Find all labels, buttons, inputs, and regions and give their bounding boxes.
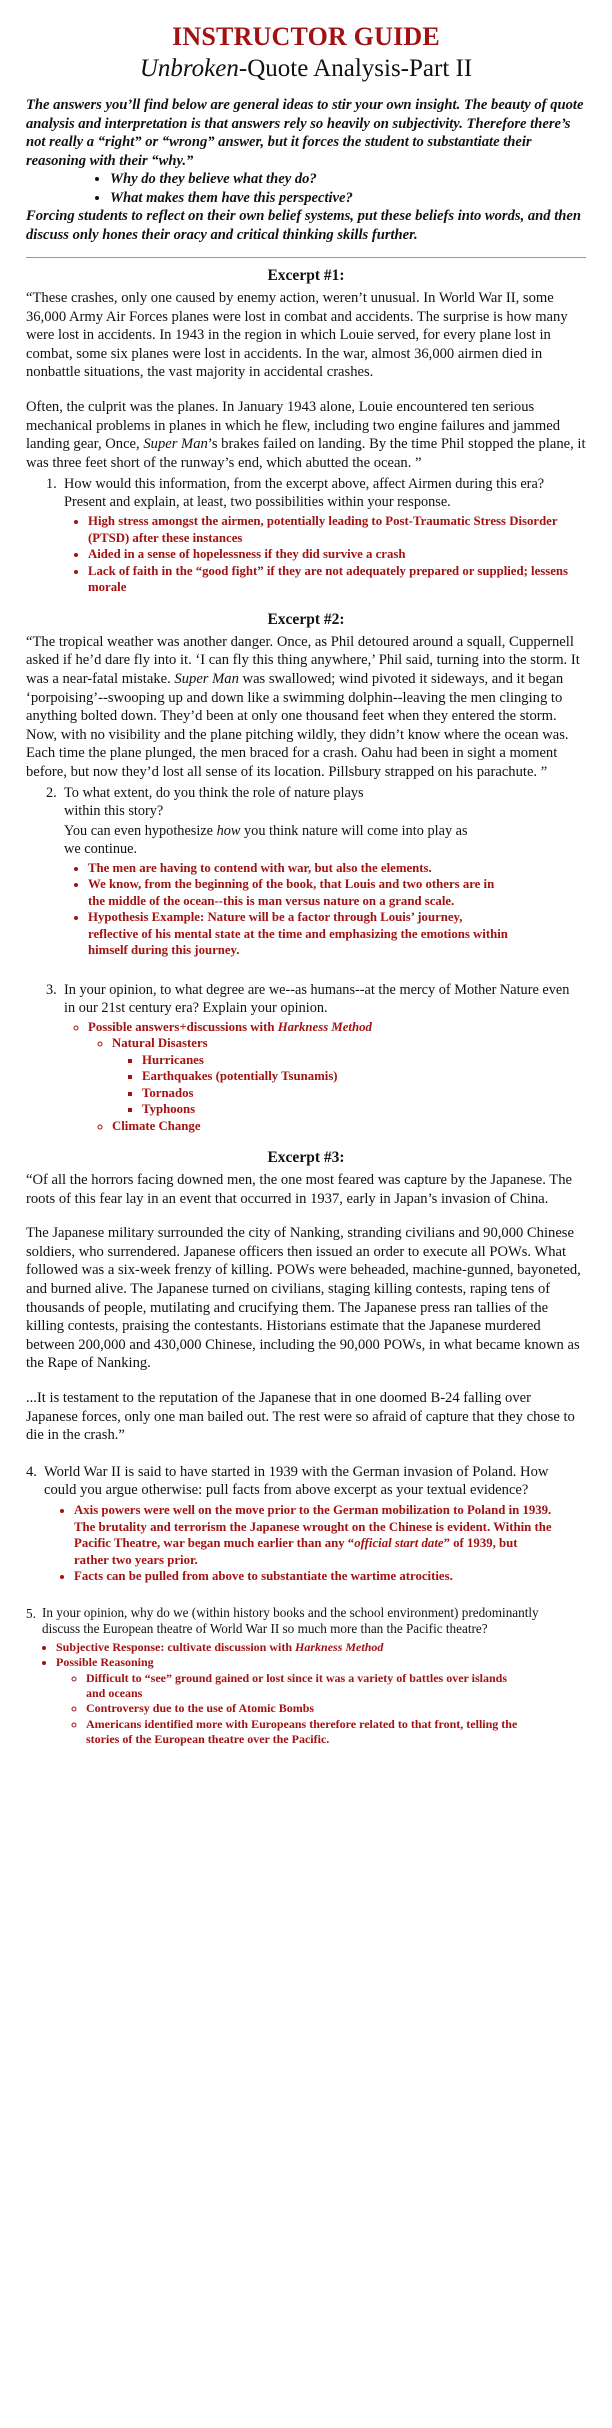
answer-item: • Aided in a sense of hopelessness if they did survive a crash [88,546,586,563]
question-2-answers [26,860,508,959]
question-1-text: How would this information, from the excerpt above, affect Airmen during this era? Present and explain, at least, two possibilities within your response. [64,476,545,511]
page-title: INSTRUCTOR GUIDE [172,22,440,51]
question-4: 4. World War II is said to have started in 1939 with the German invasion of Poland. How could you argue otherwise: pull facts from above excerpt as your textual evidence? [26,1463,586,1500]
excerpt-3-heading: Excerpt #3: [267,1149,345,1167]
reason-list [56,1671,526,1748]
question-3-answers [26,1019,586,1135]
reason-item: ◦ Difficult to “see” ground gained or lost since it was a variety of battles over islands and oceans [86,1671,526,1702]
question-3-text: In your opinion, to what degree are we--as humans--at the mercy of Mother Nature even in our 21st century era? Explain your opinion. [64,981,570,1016]
answer-item: ◦ Possible answers+discussions with Harkness Method ◦ Natural Disasters ▪ Hurricanes ▪ Earthquakes (potentially Tsunamis) ▪ Tornados ▪ Typhoons ◦ Climate Change [88,1019,586,1135]
excerpt-1-heading: Excerpt #1: [267,267,345,284]
question-4-text: World War II is said to have started in 1939 with the German invasion of Poland. How could you argue otherwise: pull facts from above excerpt as your textual evidence? [44,1463,549,1499]
excerpt-3-paragraph-1: “Of all the horrors facing downed men, the one most feared was capture by the Japanese. The roots of this fear lay in an event that occurred in 1937, early in Japan’s invasion of China. [26,1172,572,1207]
answer-subitem: ◦ Natural Disasters ▪ Hurricanes ▪ Earthquakes (potentially Tsunamis) ▪ Tornados ▪ Typhoons [112,1035,586,1118]
answer-item: • High stress amongst the airmen, potentially leading to Post-Traumatic Stress Disorder (PTSD) after these instances [88,513,586,546]
intro-paragraph: The answers you’ll find below are general ideas to stir your own insight. The beauty of quote analysis and interpretation is that answers rely so heavily on subjectivity. Therefore there’s not really a “right” or “wrong” answer, but it forces the student to substantiate their reasoning with their “why.” [26,97,584,169]
subtitle-book-title: Unbroken [139,55,239,82]
excerpt-2-heading: Excerpt #2: [267,610,345,628]
question-2: 2. To what extent, do you think the role of nature plays within this story? [46,784,364,819]
answer-sublist [88,1035,586,1134]
excerpt-3-paragraph-3: ...It is testament to the reputation of the Japanese that in one doomed B-24 falling over Japanese forces, only one man bailed out. The rest were so afraid of capture that they chose to die in the crash.” [26,1390,575,1444]
answer-item: • Axis powers were well on the move prior to the German mobilization to Poland in 1939. The brutality and terrorism the Japanese wrought on the Chinese is evident. Within the Pacific Theatre, war began much earlier than any “official start date” of 1939, but rather two years prior. [74,1502,554,1568]
intro-bullets [26,170,586,207]
intro-closing: Forcing students to reflect on their own belief systems, put these beliefs into words, and then discuss only hones their oracy and critical thinking skills further. [26,208,582,243]
intro-bullet: • What makes them have this perspective? [110,189,586,208]
answer-item: • Lack of faith in the “good fight” if they are not adequately prepared or supplied; lessens morale [88,563,586,596]
disaster-item: ▪ Tornados [142,1085,586,1102]
reason-item: ◦ Controversy due to the use of Atomic Bombs [86,1701,526,1716]
excerpt-1-paragraph-1: “These crashes, only one caused by enemy action, weren’t unusual. In World War II, some 36,000 Army Air Forces planes were lost in combat and accidents. The surprise is how many were lost in accidents. In 1943 in the region in which Louie served, for every plane lost in combat, some six planes were lost in accidents. In the war, almost 36,000 airmen died in nonbattle situations, the vast majority in accidental crashes. [26,290,568,381]
excerpt-1-paragraph-2: Often, the culprit was the planes. In January 1943 alone, Louie encountered ten serious mechanical problems in planes in which he flew, including two engine failures and jammed landing gear, Once, Super Man’s brakes failed on landing. By the time Phil stopped the plane, it was three feet short of the runway’s end, which abutted the ocean. ” [26,398,586,471]
answer-subitem: ◦ Climate Change [112,1118,586,1135]
question-5-text: In your opinion, why do we (within history books and the school environment) predominantly discuss the European theatre of World War II so much more than the Pacific theatre? [42,1604,539,1637]
disaster-item: ▪ Hurricanes [142,1052,586,1069]
subtitle-rest: -Quote Analysis-Part II [238,55,473,82]
answer-item: • We know, from the beginning of the book, that Louis and two others are in the middle of the ocean--this is man versus nature on a grand scale. [88,876,508,909]
answer-item: • Facts can be pulled from above to substantiate the wartime atrocities. [74,1568,554,1585]
disaster-item: ▪ Earthquakes (potentially Tsunamis) [142,1068,586,1085]
question-3: 3. In your opinion, to what degree are we--as humans--at the mercy of Mother Nature even in our 21st century era? Explain your opinion. [46,981,586,1017]
answer-item: • Subjective Response: cultivate discussion with Harkness Method [56,1640,586,1655]
excerpt-3-paragraph-2: The Japanese military surrounded the city of Nanking, stranding civilians and 90,000 Chinese soldiers, who surrendered. Japanese officers then issued an order to execute all POWs. What followed was a six-week frenzy of killing. POWs were beheaded, machine-gunned, bayoneted, and burned alive. The Japanese turned on civilians, staging killing contests, raping tens of thousands of people, mutilating and crucifying them. The Japanese press ran tallies of the killing contests, praising the contestants. Historians estimate that the Japanese murdered between 200,000 and 430,000 Chinese, including the 90,000 POWs, in what became known as the Rape of Nanking. [26,1225,581,1372]
divider [26,257,586,258]
intro-bullet: • Why do they believe what they do? [110,170,586,189]
disaster-list [112,1052,586,1118]
question-2-text: To what extent, do you think the role of nature plays within this story? [64,784,364,819]
question-1: 1. How would this information, from the excerpt above, affect Airmen during this era? Present and explain, at least, two possibilities within your response. [46,475,586,511]
question-5-answers [26,1640,586,1748]
answer-item: • Hypothesis Example: Nature will be a factor through Louis’ journey, reflective of his mental state at the time and emphasizing the emotions within himself during this journey. [88,909,508,959]
page-subtitle [26,54,586,84]
answer-item: • Possible Reasoning ◦ Difficult to “see” ground gained or lost since it was a variety of battles over islands and oceans ◦ Controversy due to the use of Atomic Bombs ◦ Americans identified more with Europeans therefore related to that front, telling the stories of the European theatre over the Pacific. [56,1655,586,1747]
question-2-followup: You can even hypothesize how you think nature will come into play as we continue. [64,822,468,857]
reason-item: ◦ Americans identified more with Europeans therefore related to that front, telling the stories of the European theatre over the Pacific. [86,1717,526,1748]
question-5: 5. In your opinion, why do we (within history books and the school environment) predominantly discuss the European theatre of World War II so much more than the Pacific theatre? [26,1605,586,1638]
intro-block [26,96,586,244]
question-4-answers [26,1502,554,1585]
disaster-item: ▪ Typhoons [142,1101,586,1118]
question-1-answers [26,513,586,596]
excerpt-2-paragraph: “The tropical weather was another danger. Once, as Phil detoured around a squall, Cuppernell asked if he’d dare fly into it. ‘I can fly this thing anywhere,’ Phil said, turning into the storm. It was a near-fatal mistake. Super Man was swallowed; wind pivoted it sideways, and it began ‘porpoising’--swooping up and down like a swimming dolphin--leaving the men clinging to anything bolted down. They’d been at only one thousand feet when they entered the storm. Now, with no visibility and the plane pitching wildly, they didn’t know where the ocean was. Each time the plane plunged, the men braced for a crash. Oahu had been in sight a moment before, but now they’d lost all sense of its location. Pillsbury strapped on his parachute. ” [26,633,580,780]
answer-item: • The men are having to contend with war, but also the elements. [88,860,508,877]
